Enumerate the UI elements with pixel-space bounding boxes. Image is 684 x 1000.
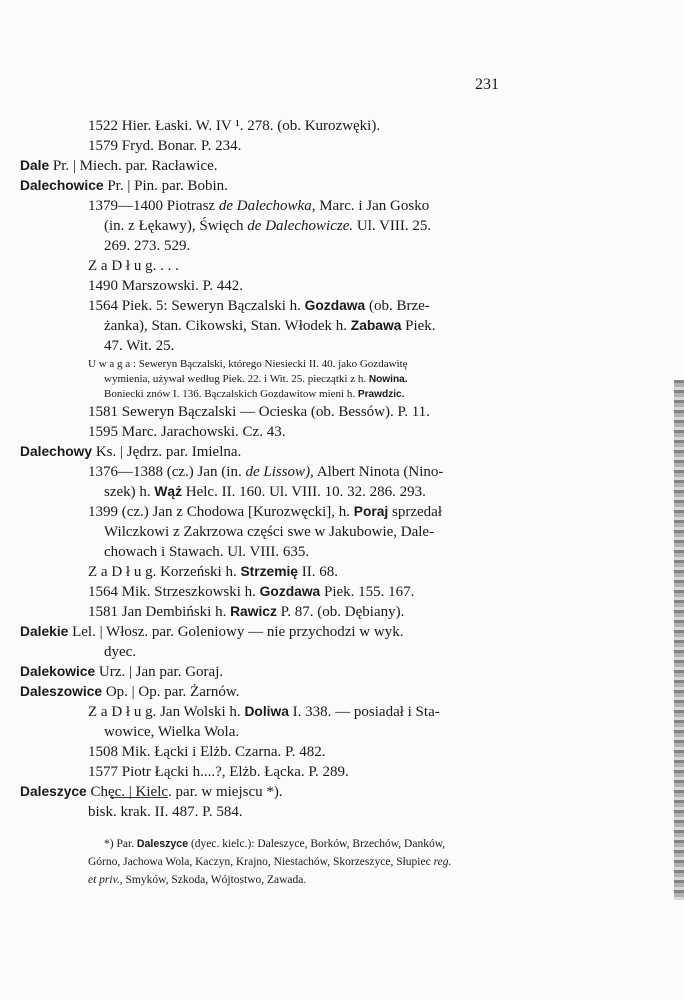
text-line (104, 336, 174, 356)
text-run: P. 87. (ob. Dębiany). (276, 604, 405, 620)
text-run: I. 338. — posiadał i Sta- (288, 704, 440, 720)
text-line (88, 276, 243, 296)
bold-term: Doliwa (244, 704, 289, 719)
text-run: sprzedał (388, 504, 442, 520)
bold-term: Dalekowice (20, 664, 96, 679)
text-run: żanka), Stan. Cikowski, Stan. Włodek h. (104, 318, 351, 334)
text-run: 1564 Mik. Strzeszkowski h. (88, 584, 260, 600)
text-run: Chęc. | Kielc. par. w miejscu *). (86, 784, 283, 800)
text-line (88, 802, 243, 822)
footnote-rule (110, 797, 168, 798)
text-line (104, 236, 190, 256)
text-run: (ob. Brze- (365, 298, 430, 314)
text-run: 1564 Piek. 5: Seweryn Bączalski h. (88, 298, 305, 314)
scan-edge-shadow (674, 380, 684, 900)
text-line (104, 316, 436, 336)
bold-term: Zabawa (350, 318, 402, 333)
bold-term: Prawdzic. (357, 389, 405, 400)
text-line (20, 782, 283, 802)
text-line (88, 116, 380, 136)
text-line (104, 642, 136, 662)
italic-term: de Dalechowka, (218, 198, 316, 214)
italic-term: de Dalechowicze. (247, 218, 354, 234)
text-run: Z a D ł u g. . . . (88, 258, 179, 274)
text-run: Z a D ł u g. Jan Wolski h. (88, 704, 245, 720)
text-line (104, 522, 434, 542)
text-run: 1490 Marszowski. P. 442. (88, 278, 244, 294)
bold-term: Gozdawa (304, 298, 366, 313)
text-run: 1579 Fryd. Bonar. P. 234. (88, 138, 242, 154)
text-run: (dyec. kielc.): Daleszyce, Borków, Brzechów, Danków, (188, 838, 446, 850)
text-run: Boniecki znów I. 136. Bączalskich Gozdawitow mieni h. (104, 388, 358, 400)
text-line (88, 702, 440, 722)
italic-term: de Lissow), (245, 464, 314, 480)
text-line (88, 256, 179, 276)
text-run: 1376—1388 (cz.) Jan (in. (88, 464, 246, 480)
text-run: Górno, Jachowa Wola, Kaczyn, Krajno, Niestachów, Skorzeszyce, Słupiec (88, 856, 434, 868)
bold-term: Strzemię (240, 564, 298, 579)
text-line (88, 502, 442, 522)
italic-term: reg. (433, 856, 452, 868)
bold-term: Dale (20, 158, 50, 173)
text-run: Pr. | Miech. par. Racławice. (49, 158, 218, 174)
text-run: Smyków, Szkoda, Wójtostwo, Zawada. (122, 874, 307, 886)
text-run: Piek. 155. 167. (320, 584, 415, 600)
text-run: Helc. II. 160. Ul. VIII. 10. 32. 286. 293. (182, 484, 426, 500)
text-run: 47. Wit. 25. (104, 338, 175, 354)
text-line (104, 387, 405, 402)
bold-term: Gozdawa (259, 584, 321, 599)
text-run: U w a g a : Seweryn Bączalski, którego Niesiecki II. 40. jako Gozdawitę (88, 358, 408, 370)
footnote-line (88, 854, 451, 870)
text-line (20, 622, 403, 642)
text-line (20, 662, 223, 682)
text-line (104, 216, 431, 236)
text-run: 1581 Seweryn Bączalski — Ocieska (ob. Bessów). P. 11. (88, 404, 430, 420)
text-line (88, 402, 430, 422)
text-line (88, 562, 338, 582)
text-line (88, 296, 430, 316)
text-run: wymienia, używał według Piek. 22. i Wit. 25. pieczątki z h. (104, 373, 369, 385)
text-line (88, 582, 414, 602)
text-run: szek) h. (104, 484, 155, 500)
text-run: Op. | Op. par. Żarnów. (102, 684, 240, 700)
text-run: 1379—1400 Piotrasz (88, 198, 219, 214)
text-line (88, 462, 443, 482)
text-run: 1508 Mik. Łącki i Elżb. Czarna. P. 482. (88, 744, 326, 760)
text-line (104, 542, 309, 562)
text-line (104, 722, 239, 742)
text-line (104, 482, 426, 502)
bold-term: Dalechowice (20, 178, 104, 193)
bold-term: Poraj (353, 504, 389, 519)
text-run: dyec. (104, 644, 137, 660)
text-run: 1399 (cz.) Jan z Chodowa [Kurozwęcki], h. (88, 504, 354, 520)
bold-term: Daleszyce (20, 784, 87, 799)
text-run: Lel. | Włosz. par. Goleniowy — nie przychodzi w wyk. (68, 624, 404, 640)
text-run: Marc. i Jan Gosko (315, 198, 430, 214)
text-run: Pr. | Pin. par. Bobin. (103, 178, 228, 194)
text-line (20, 156, 218, 176)
bold-term: Daleszyce (136, 838, 189, 850)
text-line (88, 136, 241, 156)
text-run: Z a D ł u g. Korzeński h. (88, 564, 241, 580)
bold-term: Nowina. (368, 374, 408, 385)
bold-term: Wąż (154, 484, 183, 499)
text-line (20, 176, 228, 196)
text-run: II. 68. (297, 564, 338, 580)
page-number: 231 (475, 76, 499, 93)
text-run: bisk. krak. II. 487. P. 584. (88, 804, 243, 820)
text-line (20, 682, 239, 702)
text-run: Ks. | Jędrz. par. Imielna. (92, 444, 242, 460)
text-run: *) Par. (104, 838, 137, 850)
text-run: 1581 Jan Dembiński h. (88, 604, 231, 620)
text-line (88, 422, 285, 442)
text-run: Ul. VIII. 25. (353, 218, 432, 234)
text-run: wowice, Wielka Wola. (104, 724, 240, 740)
text-run: 1577 Piotr Łącki h....?, Elżb. Łącka. P. 289. (88, 764, 349, 780)
text-line (20, 442, 241, 462)
text-line (104, 372, 408, 387)
italic-term: et priv., (88, 874, 123, 886)
text-run: 269. 273. 529. (104, 238, 191, 254)
bold-term: Dalechowy (20, 444, 93, 459)
text-run: Urz. | Jan par. Goraj. (95, 664, 224, 680)
text-run: chowach i Stawach. Ul. VIII. 635. (104, 544, 310, 560)
bold-term: Rawicz (230, 604, 277, 619)
text-line (88, 762, 349, 782)
bold-term: Dalekie (20, 624, 69, 639)
text-run: Wilczkowi z Zakrzowa części swe w Jakubowie, Dale- (104, 524, 435, 540)
text-run: Albert Ninota (Nino- (313, 464, 444, 480)
footnote-line (88, 872, 306, 888)
text-line (88, 602, 404, 622)
text-run: Piek. (401, 318, 436, 334)
bold-term: Daleszowice (20, 684, 103, 699)
footnote-line (104, 836, 445, 852)
text-run: 1522 Hier. Łaski. W. IV ¹. 278. (ob. Kurozwęki). (88, 118, 381, 134)
text-line (88, 742, 325, 762)
text-line (88, 357, 408, 371)
text-run: (in. z Łękawy), Święch (104, 218, 248, 234)
text-line (88, 196, 429, 216)
text-run: 1595 Marc. Jarachowski. Cz. 43. (88, 424, 286, 440)
